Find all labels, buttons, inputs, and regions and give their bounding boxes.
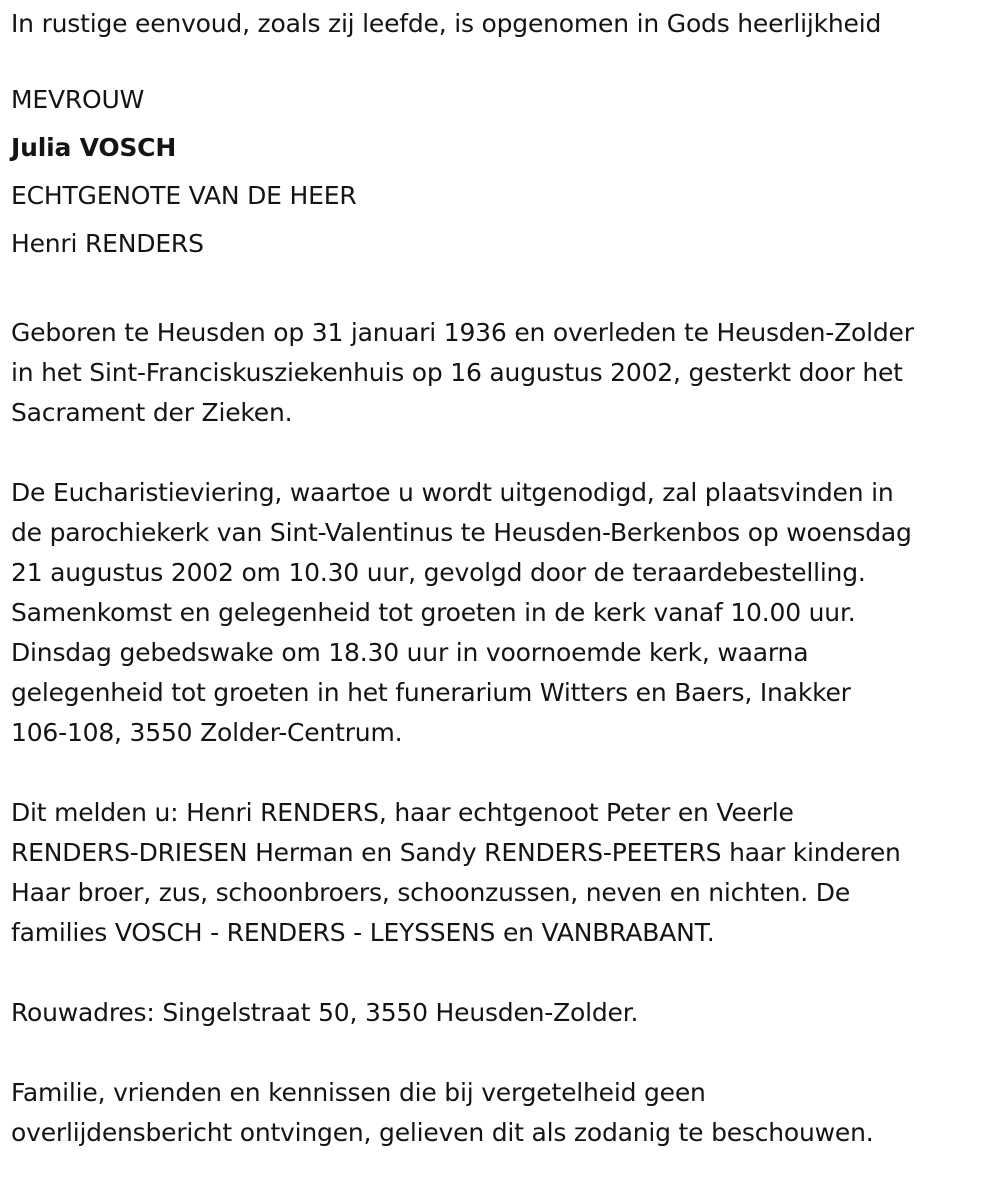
- deceased-name-block: [11, 76, 991, 268]
- spouse-name: Henri RENDERS: [11, 229, 204, 258]
- intro-paragraph: [11, 4, 991, 44]
- paragraph-line: Familie, vrienden en kennissen die bij vergetelheid geen: [11, 1078, 706, 1107]
- closing-paragraph: [11, 1073, 991, 1153]
- paragraph-line: Haar broer, zus, schoonbroers, schoonzussen, neven en nichten. De: [11, 878, 851, 907]
- obituary-document: [11, 4, 991, 1193]
- address-paragraph: [11, 993, 991, 1033]
- paragraph-line: 21 augustus 2002 om 10.30 uur, gevolgd door de teraardebestelling.: [11, 558, 866, 587]
- mourning-address: Rouwadres: Singelstraat 50, 3550 Heusden-Zolder.: [11, 998, 639, 1027]
- paragraph-line: Dinsdag gebedswake om 18.30 uur in voornoemde kerk, waarna: [11, 638, 809, 667]
- paragraph-line: overlijdensbericht ontvingen, gelieven dit als zodanig te beschouwen.: [11, 1118, 874, 1147]
- ceremony-paragraph: [11, 473, 991, 753]
- announcers-paragraph: [11, 793, 991, 953]
- paragraph-line: RENDERS-DRIESEN Herman en Sandy RENDERS-PEETERS haar kinderen: [11, 838, 901, 867]
- birth-death-paragraph: [11, 313, 991, 433]
- paragraph-line: Sacrament der Zieken.: [11, 398, 293, 427]
- paragraph-line: Dit melden u: Henri RENDERS, haar echtgenoot Peter en Veerle: [11, 798, 794, 827]
- paragraph-line: in het Sint-Franciskusziekenhuis op 16 augustus 2002, gesterkt door het: [11, 358, 903, 387]
- paragraph-line: De Eucharistieviering, waartoe u wordt uitgenodigd, zal plaatsvinden in: [11, 478, 894, 507]
- paragraph-line: Samenkomst en gelegenheid tot groeten in de kerk vanaf 10.00 uur.: [11, 598, 856, 627]
- paragraph-line: de parochiekerk van Sint-Valentinus te Heusden-Berkenbos op woensdag: [11, 518, 912, 547]
- paragraph-line: gelegenheid tot groeten in het funerarium Witters en Baers, Inakker: [11, 678, 851, 707]
- honorific-title: MEVROUW: [11, 85, 145, 114]
- intro-line: In rustige eenvoud, zoals zij leefde, is opgenomen in Gods heerlijkheid: [11, 9, 882, 38]
- spouse-label: ECHTGENOTE VAN DE HEER: [11, 181, 357, 210]
- deceased-name: Julia VOSCH: [11, 133, 177, 162]
- paragraph-line: families VOSCH - RENDERS - LEYSSENS en VANBRABANT.: [11, 918, 715, 947]
- paragraph-line: 106-108, 3550 Zolder-Centrum.: [11, 718, 403, 747]
- paragraph-line: Geboren te Heusden op 31 januari 1936 en overleden te Heusden-Zolder: [11, 318, 914, 347]
